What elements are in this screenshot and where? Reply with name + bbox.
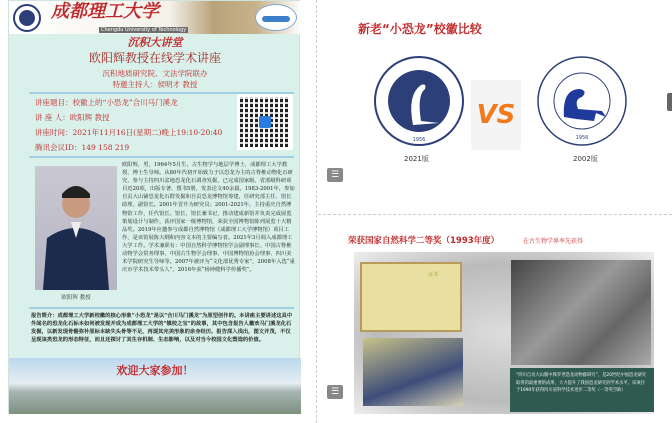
certificate-title: 证书	[428, 272, 439, 278]
excavation-photo	[511, 260, 651, 365]
slide-title: 荣获国家自然科学二等奖（1993年度）	[348, 236, 500, 246]
slide-award	[318, 220, 672, 423]
certificate-image	[360, 262, 462, 332]
university-name-en: Chengdu University of Technology	[101, 27, 187, 33]
slide-subtitle: 在古生物学界率先获得	[523, 238, 584, 245]
tencent-meeting-icon	[259, 116, 271, 128]
qr-code[interactable]	[237, 94, 293, 150]
lecture-title: 欧阳辉教授在线学术讲座	[88, 51, 221, 65]
host: 特邀主持人：侯明才 教授	[112, 80, 198, 89]
slide-menu-button[interactable]: ☰	[327, 385, 343, 399]
next-slide-button[interactable]	[667, 93, 672, 111]
emblem-2002-icon	[536, 55, 628, 147]
slide-menu-button[interactable]: ☰	[327, 168, 343, 182]
slide-emblem-comparison	[318, 0, 672, 214]
lecture-poster	[8, 0, 300, 413]
emblem-2002-label: 2002版	[573, 155, 598, 163]
series-title: 沉积大讲堂	[127, 36, 183, 49]
emblem-2021-label: 2021版	[404, 155, 429, 163]
lecture-series-logo	[255, 4, 297, 31]
lecture-topic: 讲座题目：校徽上的“小恐龙”合川马门溪龙	[35, 98, 178, 107]
divider	[29, 307, 294, 309]
campus-photo	[9, 358, 301, 414]
university-name-cn: 成都理工大学	[51, 1, 159, 22]
divider	[29, 156, 294, 158]
page-divider	[316, 0, 317, 423]
slide-divider	[318, 214, 672, 215]
poster-header-banner	[9, 1, 301, 34]
university-emblem-icon	[12, 3, 42, 33]
emblem-2002-year: 1956	[575, 135, 589, 141]
organizers: 沉积地质研究院、文法学院联办	[102, 69, 208, 78]
speaker-photo	[35, 166, 117, 290]
team-photo	[363, 338, 463, 406]
slide-title: 新老“小恐龙”校徽比较	[358, 22, 482, 36]
vs-graphic: VS	[471, 80, 521, 150]
lecture-summary: 报告简介：成都理工大学新校徽的核心形象“小恐龙”是以“合川马门溪龙”为原型创作的。本讲座主要讲述这具中外闻名的恐龙化石标本如何被发现并成为成都理工大学的“镇校之宝”的故事，其中包含报告人徽欢马门溪龙化石发掘，以新发现骨骼弥补原标本缺失头骨等不足，再现其完美形象的亲身经历。报告深入浅出，图文并茂，不仅呈现该类恐龙的形态特征，而且还探讨了其生存机制、生态影响，以及对当今校园文化塑造的价值。	[31, 313, 293, 344]
welcome-text: 欢迎大家参加！	[116, 364, 194, 377]
lecture-time: 讲座时间：2021年11月16日(星期二)晚上19:10-20:40	[35, 128, 223, 137]
speaker-bio: 欧阳辉，男，1964年5月生，古生物学与地层学博士，成都理工大学教授、博士生导师。从80年代初开始致力于以恐龙为主的古脊椎动物化石研究，参与主持四川盆地恐龙化石调查发掘，已完成国家级、省部级科研项目近20项，出版专著、图书5册，发表论文40余篇。1983-2001年，参加自贡大山铺恐龙化石群发掘和自贡恐龙博物馆筹建，任研究部主任、馆长助理、副馆长。2001年晋升为研究员；2001-2021年，主持重庆自然博物馆工作，任代馆长、馆长、馆长兼书记，推动建成新馆并负责完成展览策划设计与制作，获评国家一级博物馆，荣获全国博物馆陈列展览十大精品奖。2019年应邀参与成都自然博物馆（成都理工大学博物馆）项目工作，是该馆展陈大纲和内容文本的主要编写者。2021年3月调入成都理工大学工作。学术兼职有：中国自然科学博物馆学会副理事长、中国古脊椎动物学会常务理事、中国古生物学会理事、中国博物馆协会理事、四川美术学院研究生导师等。2007年被评为“文化部优秀专家”，2008年入选“重庆市学术技术带头人”，2016年获“杨钟健科学传播奖”。	[122, 162, 295, 274]
speaker-portrait-icon	[35, 166, 117, 290]
award-caption: “四川自贡大山铺中侏罗世恐龙动物群研究”，是20世纪中国恐龙研究取得的最重要的成果，大力提升了我国恐龙研究的学术水平。该项目于1990年获得四川省科学技术进步二等奖（一等奖空缺）	[510, 368, 654, 412]
emblem-2021-year: 1956	[412, 137, 426, 143]
photo-caption: 欧阳辉 教授	[61, 295, 91, 301]
emblem-2021-icon	[373, 55, 465, 147]
lecture-speaker: 讲 座 人：欧阳辉 教授	[35, 113, 110, 122]
meeting-id: 腾讯会议ID：149 158 219	[35, 143, 130, 152]
